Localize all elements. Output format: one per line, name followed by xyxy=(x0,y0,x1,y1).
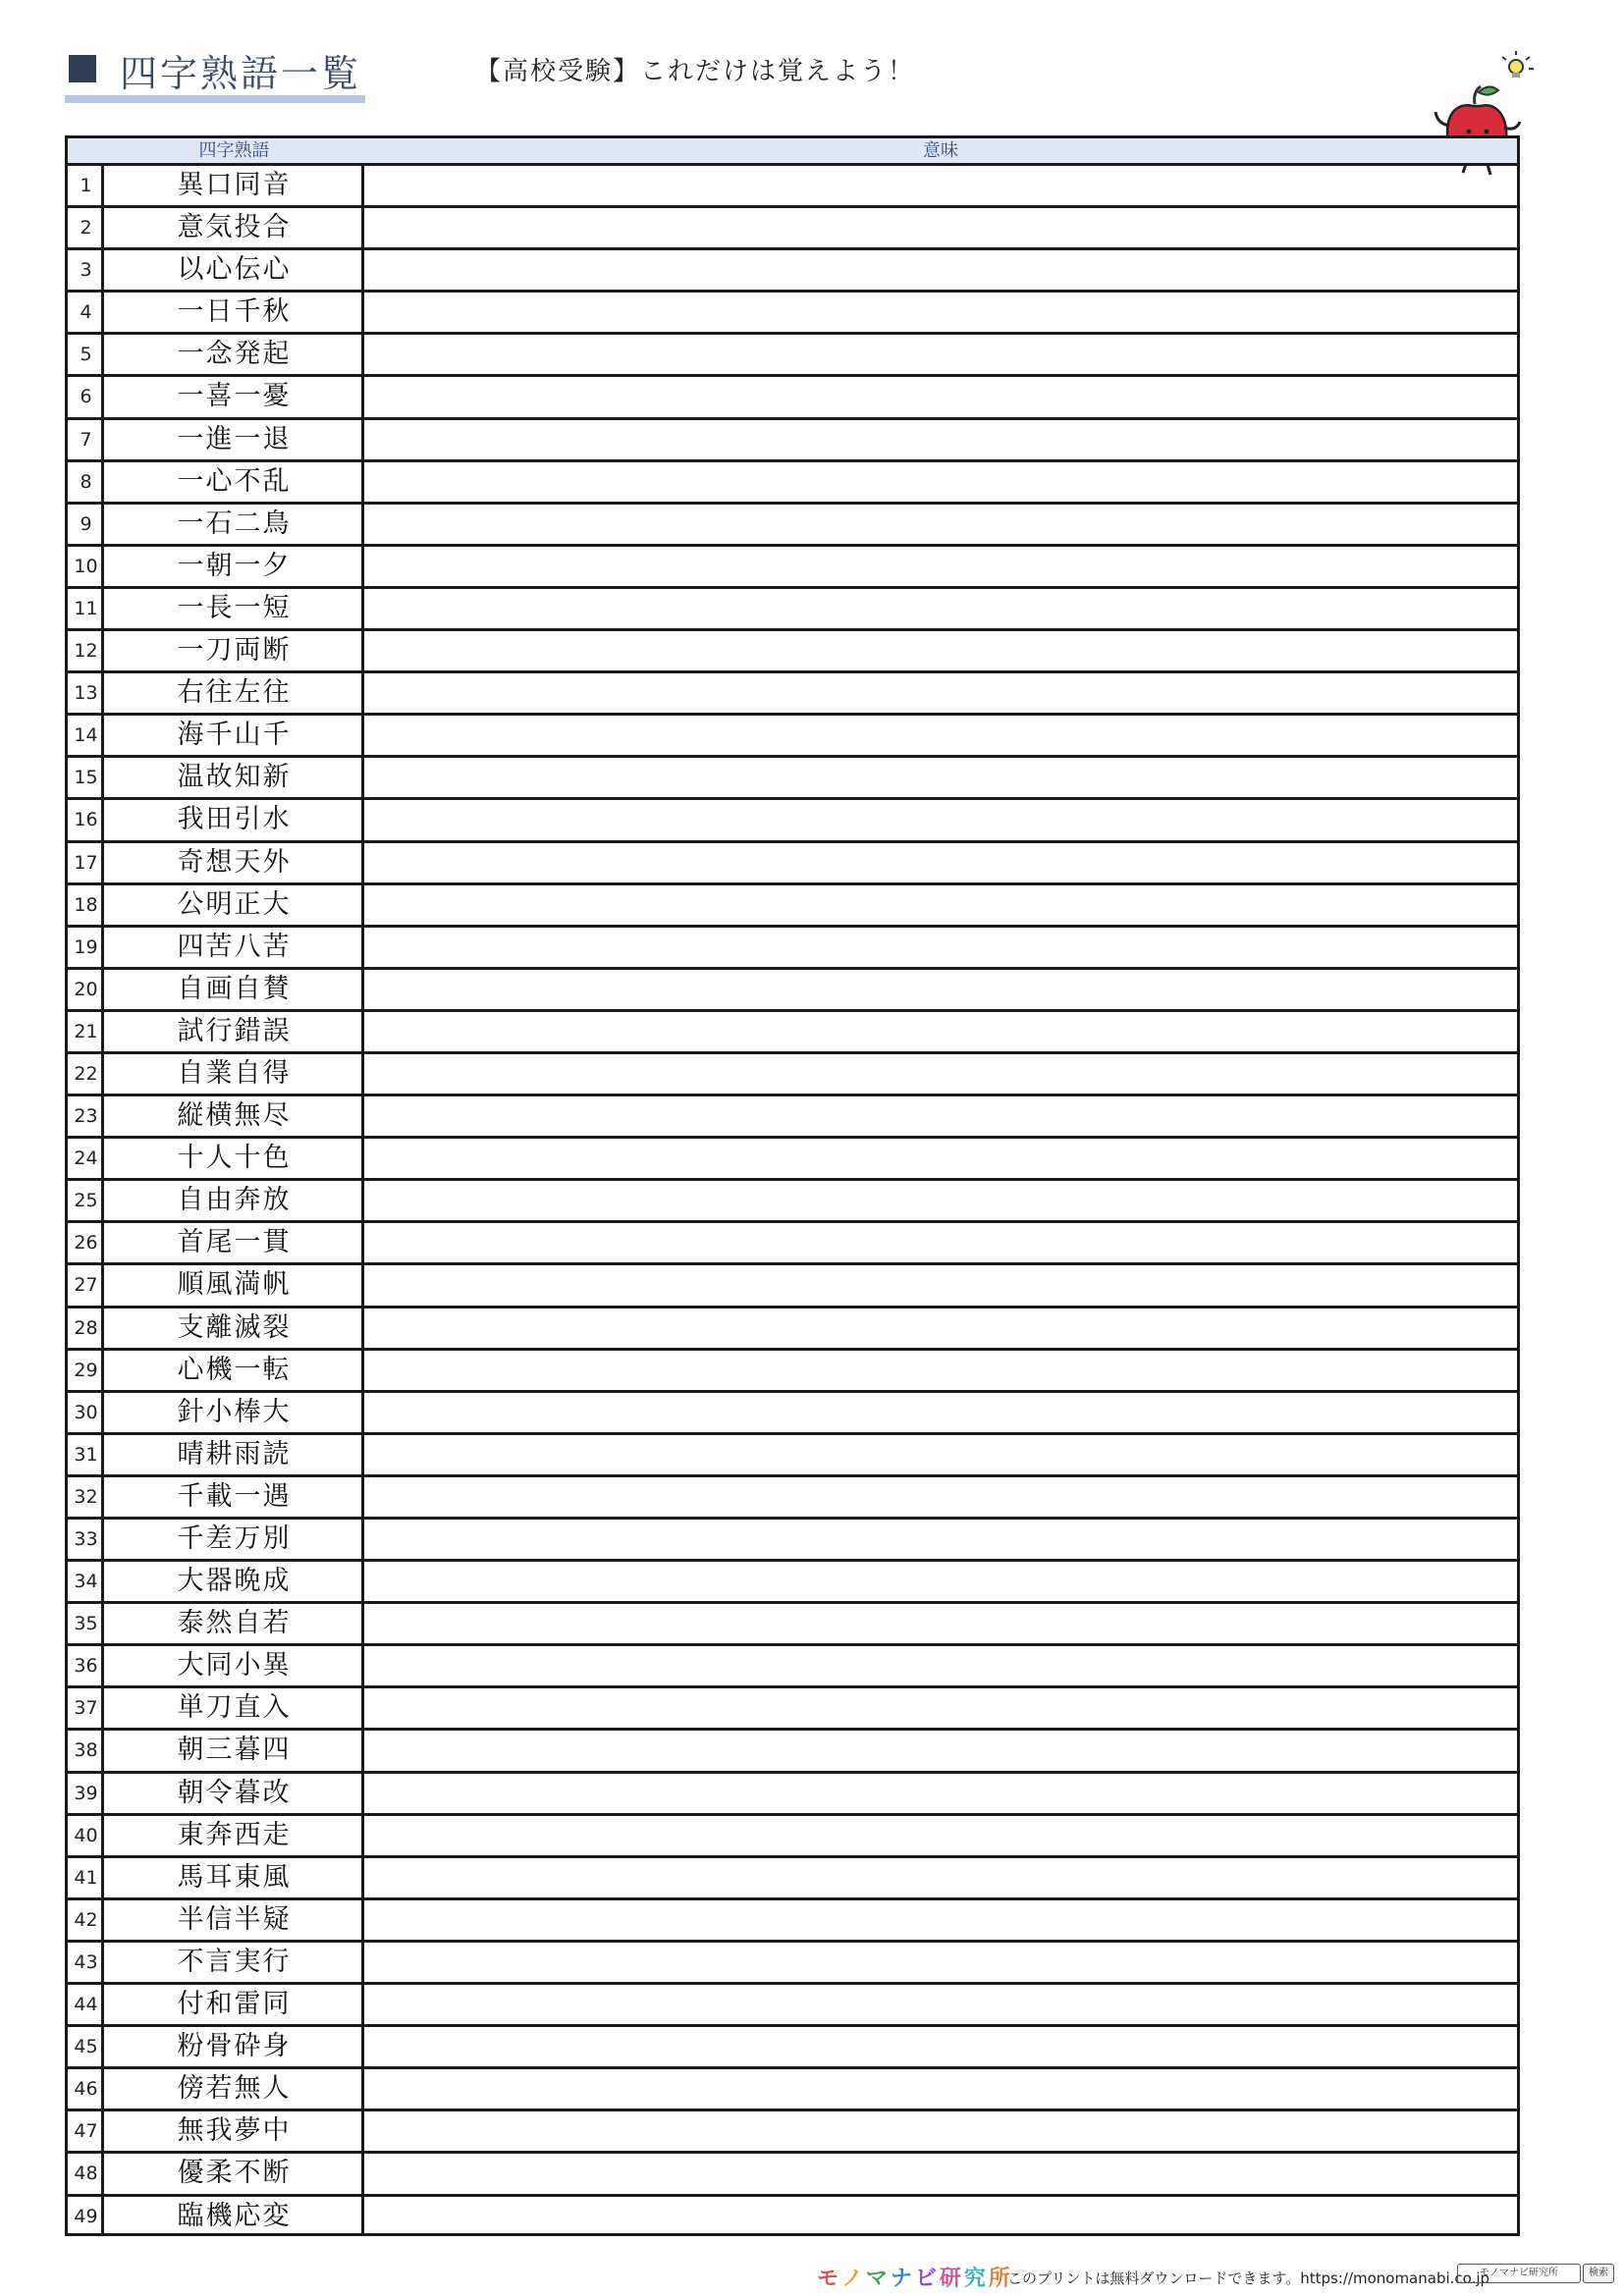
meaning-cell[interactable] xyxy=(364,928,1517,967)
row-number: 35 xyxy=(74,1613,98,1635)
row-number: 42 xyxy=(74,1908,98,1931)
table-header-row xyxy=(68,138,1517,166)
meaning-cell[interactable] xyxy=(364,1181,1517,1220)
meaning-cell[interactable] xyxy=(364,293,1517,332)
row-number: 1 xyxy=(80,175,92,196)
row-number: 27 xyxy=(74,1274,98,1297)
idiom-cell: 支離滅裂 xyxy=(177,1311,292,1343)
row-number: 15 xyxy=(74,767,98,789)
table-row xyxy=(68,1096,1517,1139)
meaning-cell[interactable] xyxy=(364,1308,1517,1348)
row-number: 47 xyxy=(74,2120,98,2143)
meaning-cell[interactable] xyxy=(364,1096,1517,1136)
idiom-cell: 単刀直入 xyxy=(177,1692,292,1724)
table-row xyxy=(68,1351,1517,1393)
idiom-cell: 一朝一夕 xyxy=(177,550,292,581)
meaning-cell[interactable] xyxy=(364,843,1517,882)
table-row xyxy=(68,2069,1517,2111)
idiom-cell: 千差万別 xyxy=(177,1523,292,1554)
row-number: 29 xyxy=(74,1359,98,1381)
idiom-cell: 自業自得 xyxy=(177,1057,292,1089)
meaning-cell[interactable] xyxy=(364,208,1517,247)
table-row xyxy=(68,1012,1517,1054)
meaning-cell[interactable] xyxy=(364,1774,1517,1813)
table-row xyxy=(68,2197,1517,2239)
meaning-cell[interactable] xyxy=(364,1900,1517,1940)
meaning-cell[interactable] xyxy=(364,1054,1517,1094)
meaning-cell[interactable] xyxy=(364,462,1517,502)
header-meaning: 意味 xyxy=(923,140,958,161)
table-row xyxy=(68,1943,1517,1985)
meaning-cell[interactable] xyxy=(364,2111,1517,2151)
meaning-cell[interactable] xyxy=(364,1351,1517,1390)
kanji-idiom-table xyxy=(65,135,1520,2236)
meaning-cell[interactable] xyxy=(364,1688,1517,1728)
table-row xyxy=(68,1985,1517,2027)
row-number: 14 xyxy=(74,724,98,747)
meaning-cell[interactable] xyxy=(364,1139,1517,1178)
footer-note: このプリントは無料ダウンロードできます。https://monomanabi.co.jp xyxy=(1007,2269,1490,2287)
table-row xyxy=(68,420,1517,462)
meaning-cell[interactable] xyxy=(364,335,1517,374)
table-row xyxy=(68,1646,1517,1688)
row-number: 30 xyxy=(74,1401,98,1423)
table-row xyxy=(68,1774,1517,1816)
meaning-cell[interactable] xyxy=(364,1223,1517,1262)
row-number: 28 xyxy=(74,1316,98,1339)
page-subtitle: 【高校受験】これだけは覚えよう！ xyxy=(475,57,916,86)
idiom-cell: 傍若無人 xyxy=(177,2073,292,2105)
idiom-cell: 大器晩成 xyxy=(177,1566,292,1597)
idiom-cell: 一心不乱 xyxy=(177,465,292,497)
idiom-cell: 朝三暮四 xyxy=(177,1735,292,1766)
idiom-cell: 一念発起 xyxy=(177,339,292,370)
meaning-cell[interactable] xyxy=(364,1604,1517,1643)
meaning-cell[interactable] xyxy=(364,758,1517,797)
row-number: 25 xyxy=(74,1190,98,1212)
meaning-cell[interactable] xyxy=(364,166,1517,205)
table-row xyxy=(68,843,1517,885)
meaning-cell[interactable] xyxy=(364,1435,1517,1474)
row-number: 24 xyxy=(74,1148,98,1170)
lightbulb-icon xyxy=(1502,51,1534,78)
row-number: 9 xyxy=(80,512,92,535)
table-row xyxy=(68,1308,1517,1351)
table-row xyxy=(68,505,1517,547)
table-row xyxy=(68,1520,1517,1562)
idiom-cell: 無我夢中 xyxy=(177,2115,292,2147)
table-row xyxy=(68,462,1517,505)
meaning-cell[interactable] xyxy=(364,970,1517,1009)
table-row xyxy=(68,885,1517,928)
meaning-cell[interactable] xyxy=(364,420,1517,459)
idiom-cell: 自画自賛 xyxy=(177,973,292,1004)
table-row xyxy=(68,800,1517,842)
meaning-cell[interactable] xyxy=(364,377,1517,416)
idiom-cell: 心機一転 xyxy=(177,1354,292,1385)
meaning-cell[interactable] xyxy=(364,1477,1517,1517)
idiom-cell: 意気投合 xyxy=(177,212,292,243)
row-number: 5 xyxy=(80,344,92,366)
row-number: 46 xyxy=(74,2078,98,2101)
idiom-cell: 一長一短 xyxy=(177,592,292,623)
row-number: 34 xyxy=(74,1571,98,1593)
idiom-cell: 付和雷同 xyxy=(177,1989,292,2020)
table-row xyxy=(68,1223,1517,1265)
idiom-cell: 千載一遇 xyxy=(177,1480,292,1512)
row-number: 31 xyxy=(74,1443,98,1466)
row-number: 21 xyxy=(74,1020,98,1042)
meaning-cell[interactable] xyxy=(364,2197,1517,2239)
table-row xyxy=(68,1265,1517,1308)
meaning-cell[interactable] xyxy=(364,1943,1517,1982)
meaning-cell[interactable] xyxy=(364,1393,1517,1432)
row-number: 48 xyxy=(74,2163,98,2185)
table-row xyxy=(68,293,1517,335)
idiom-cell: 臨機応変 xyxy=(177,2200,292,2231)
meaning-cell[interactable] xyxy=(364,1646,1517,1685)
table-row xyxy=(68,758,1517,800)
row-number: 2 xyxy=(80,217,92,240)
table-row xyxy=(68,2111,1517,2154)
meaning-cell[interactable] xyxy=(364,1858,1517,1897)
idiom-cell: 朝令暮改 xyxy=(177,1777,292,1808)
title-square-icon xyxy=(69,55,96,82)
row-number: 33 xyxy=(74,1528,98,1550)
meaning-cell[interactable] xyxy=(364,547,1517,586)
header-idiom: 四字熟語 xyxy=(198,140,270,161)
row-number: 32 xyxy=(74,1485,98,1508)
table-row xyxy=(68,1900,1517,1943)
table-row xyxy=(68,716,1517,758)
row-number: 19 xyxy=(74,935,98,958)
table-row xyxy=(68,166,1517,208)
page-title: 四字熟語一覧 xyxy=(120,52,362,95)
idiom-cell: 半信半疑 xyxy=(177,1903,292,1935)
row-number: 8 xyxy=(80,470,92,493)
idiom-cell: 十人十色 xyxy=(177,1143,292,1174)
row-number: 39 xyxy=(74,1782,98,1804)
row-number: 20 xyxy=(74,978,98,1000)
table-row xyxy=(68,1139,1517,1181)
idiom-cell: 一日千秋 xyxy=(177,296,292,328)
meaning-cell[interactable] xyxy=(364,250,1517,290)
table-row xyxy=(68,673,1517,716)
table-row xyxy=(68,1816,1517,1858)
row-number: 45 xyxy=(74,2036,98,2058)
row-number: 13 xyxy=(74,682,98,705)
idiom-cell: 海千山千 xyxy=(177,720,292,751)
meaning-cell[interactable] xyxy=(364,1985,1517,2024)
row-number: 44 xyxy=(74,1994,98,2016)
meaning-cell[interactable] xyxy=(364,716,1517,755)
meaning-cell[interactable] xyxy=(364,2154,1517,2193)
table-row xyxy=(68,250,1517,293)
row-number: 41 xyxy=(74,1866,98,1889)
meaning-cell[interactable] xyxy=(364,1520,1517,1559)
table-row xyxy=(68,1435,1517,1477)
table-row xyxy=(68,2154,1517,2196)
row-number: 6 xyxy=(80,386,92,408)
idiom-cell: 公明正大 xyxy=(177,888,292,920)
idiom-cell: 異口同音 xyxy=(177,170,292,200)
table-row xyxy=(68,970,1517,1012)
meaning-cell[interactable] xyxy=(364,2027,1517,2066)
row-number: 18 xyxy=(74,893,98,916)
meaning-cell[interactable] xyxy=(364,1012,1517,1051)
table-row xyxy=(68,1562,1517,1604)
table-row xyxy=(68,1393,1517,1435)
idiom-cell: 針小棒大 xyxy=(177,1396,292,1427)
row-number: 43 xyxy=(74,1950,98,1973)
meaning-cell[interactable] xyxy=(364,505,1517,544)
table-row xyxy=(68,589,1517,631)
idiom-cell: 泰然自若 xyxy=(177,1608,292,1639)
row-number: 37 xyxy=(74,1697,98,1720)
meaning-cell[interactable] xyxy=(364,673,1517,713)
table-row xyxy=(68,1477,1517,1520)
row-number: 49 xyxy=(74,2205,98,2227)
brand-logo: モノマナビ研究所 xyxy=(817,2267,1013,2291)
row-number: 26 xyxy=(74,1232,98,1255)
search-input[interactable]: モノマナビ研究所 xyxy=(1457,2264,1581,2283)
table-body xyxy=(68,166,1517,2239)
table-row xyxy=(68,631,1517,673)
table-row xyxy=(68,377,1517,419)
row-number: 3 xyxy=(80,259,92,282)
idiom-cell: 縦横無尽 xyxy=(177,1100,292,1132)
idiom-cell: 順風満帆 xyxy=(177,1269,292,1301)
idiom-cell: 優柔不断 xyxy=(177,2158,292,2189)
meaning-cell[interactable] xyxy=(364,885,1517,925)
idiom-cell: 不言実行 xyxy=(177,1946,292,1977)
idiom-cell: 粉骨砕身 xyxy=(177,2031,292,2062)
idiom-cell: 我田引水 xyxy=(177,804,292,835)
row-number: 7 xyxy=(80,428,92,451)
meaning-cell[interactable] xyxy=(364,631,1517,670)
table-row xyxy=(68,1181,1517,1223)
idiom-cell: 馬耳東風 xyxy=(177,1861,292,1893)
meaning-cell[interactable] xyxy=(364,1731,1517,1770)
row-number: 12 xyxy=(74,640,98,663)
idiom-cell: 自由奔放 xyxy=(177,1185,292,1216)
table-row xyxy=(68,1731,1517,1773)
row-number: 16 xyxy=(74,809,98,831)
row-number: 36 xyxy=(74,1655,98,1678)
search-button[interactable]: 検索 xyxy=(1583,2264,1614,2283)
table-row xyxy=(68,928,1517,970)
idiom-cell: 奇想天外 xyxy=(177,846,292,878)
table-row xyxy=(68,208,1517,250)
idiom-cell: 首尾一貫 xyxy=(177,1227,292,1258)
table-row xyxy=(68,547,1517,589)
table-row xyxy=(68,1054,1517,1096)
idiom-cell: 右往左往 xyxy=(177,677,292,709)
meaning-cell[interactable] xyxy=(364,589,1517,628)
meaning-cell[interactable] xyxy=(364,1265,1517,1305)
row-number: 4 xyxy=(80,301,92,324)
row-number: 40 xyxy=(74,1824,98,1846)
title-underline xyxy=(65,95,365,103)
idiom-cell: 温故知新 xyxy=(177,762,292,793)
idiom-cell: 東奔西走 xyxy=(177,1819,292,1850)
idiom-cell: 一喜一憂 xyxy=(177,381,292,412)
table-row xyxy=(68,335,1517,377)
table-row xyxy=(68,1858,1517,1900)
idiom-cell: 大同小異 xyxy=(177,1650,292,1682)
meaning-cell[interactable] xyxy=(364,800,1517,839)
row-number: 11 xyxy=(74,597,98,619)
table-row xyxy=(68,2027,1517,2069)
idiom-cell: 一刀両断 xyxy=(177,635,292,667)
row-number: 22 xyxy=(74,1062,98,1085)
meaning-cell[interactable] xyxy=(364,2069,1517,2109)
idiom-cell: 試行錯誤 xyxy=(177,1015,292,1046)
row-number: 23 xyxy=(74,1105,98,1128)
meaning-cell[interactable] xyxy=(364,1562,1517,1601)
meaning-cell[interactable] xyxy=(364,1816,1517,1855)
idiom-cell: 以心伝心 xyxy=(177,254,292,286)
table-row xyxy=(68,1688,1517,1731)
row-number: 38 xyxy=(74,1739,98,1762)
idiom-cell: 晴耕雨読 xyxy=(177,1438,292,1469)
table-row xyxy=(68,1604,1517,1646)
idiom-cell: 四苦八苦 xyxy=(177,931,292,962)
idiom-cell: 一石二鳥 xyxy=(177,507,292,539)
idiom-cell: 一進一退 xyxy=(177,423,292,454)
row-number: 10 xyxy=(74,555,98,577)
row-number: 17 xyxy=(74,851,98,874)
